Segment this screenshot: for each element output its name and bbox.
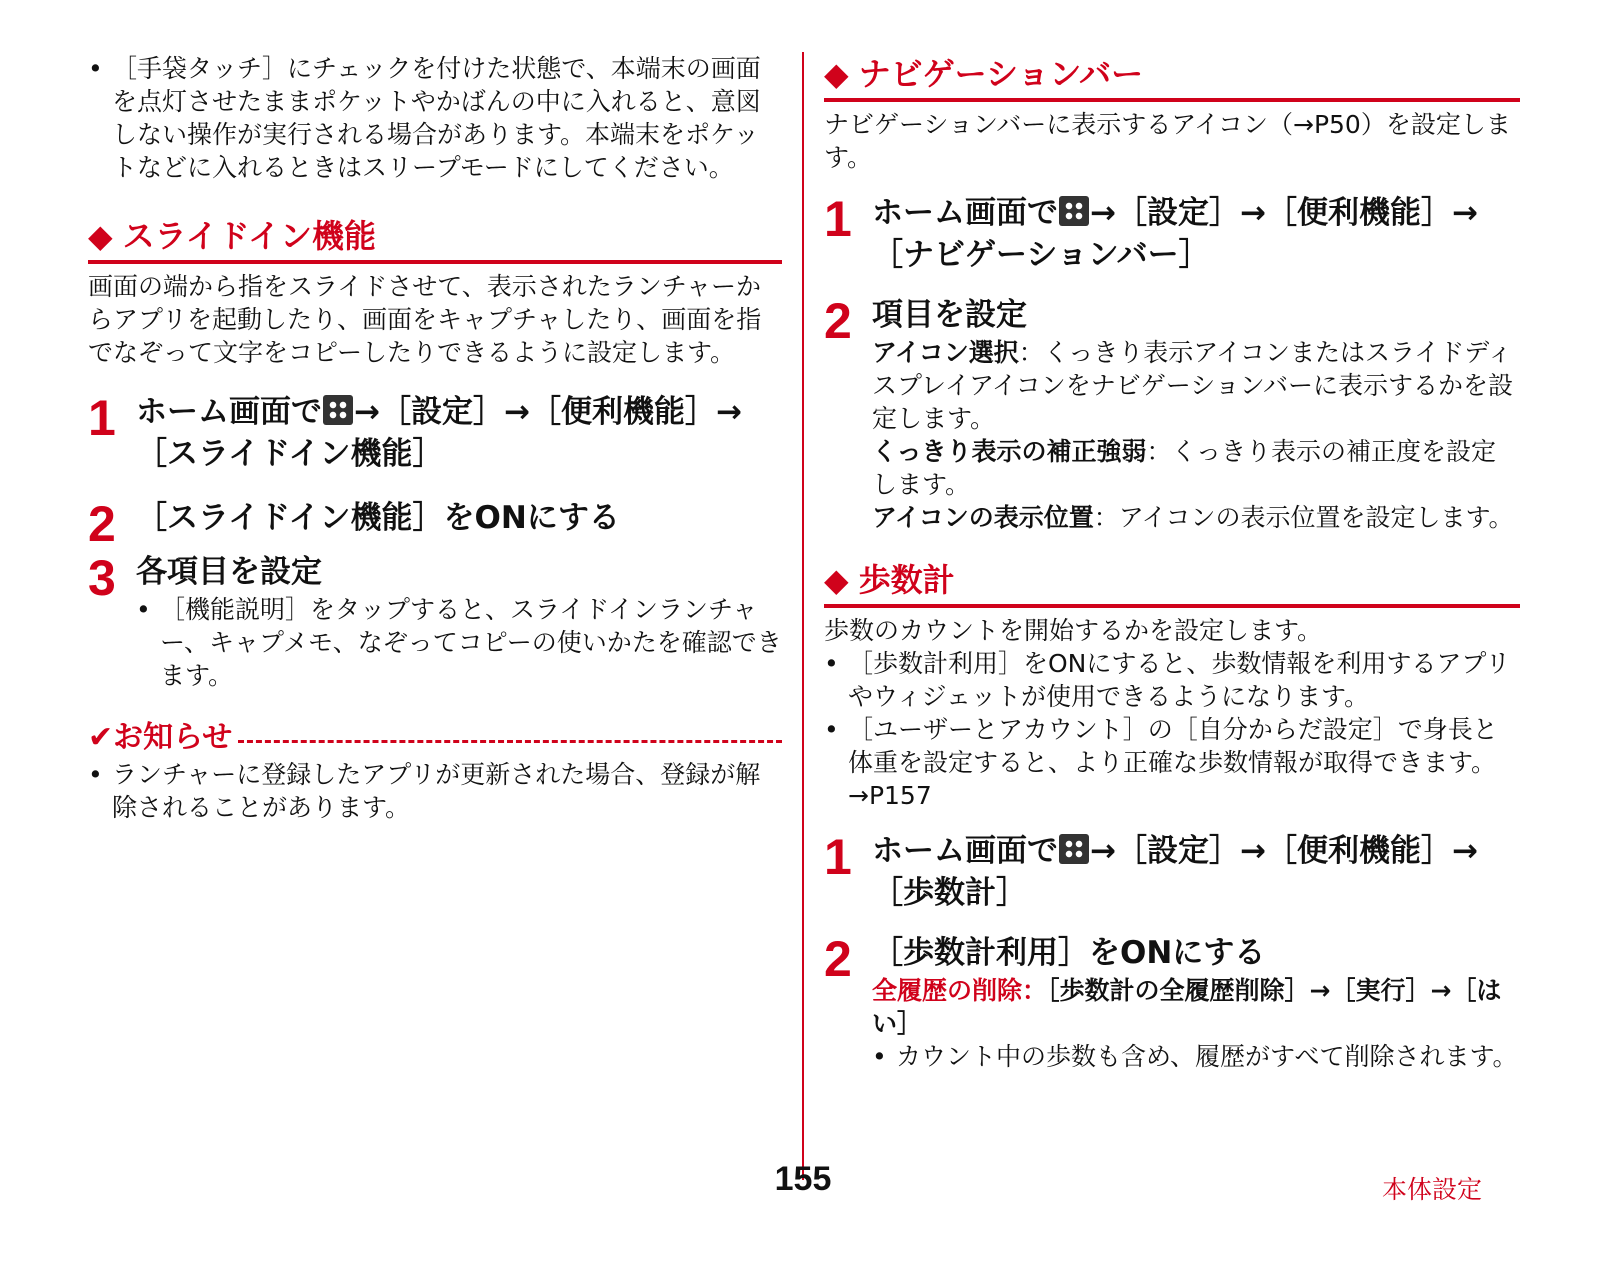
diamond-icon: ◆ bbox=[824, 561, 849, 599]
notice-bullet: • ランチャーに登録したアプリが更新された場合、登録が解除されることがあります。 bbox=[88, 760, 761, 822]
section-title-pedometer: ◆ 歩数計 bbox=[824, 558, 1520, 608]
step-2-navigation-bar: 2 項目を設定 アイコン選択：くっきり表示アイコンまたはスライドディスプレイアイコンをナビゲーションバーに表示するかを設定します。 くっきり表示の補正強弱：くっきり表示の補正度を設定します。 アイコンの表示位置：アイコンの表示位置を設定します。 bbox=[824, 294, 1520, 534]
bullet-icon: • bbox=[88, 54, 103, 83]
column-divider bbox=[802, 52, 804, 1180]
step-number: 3 bbox=[88, 550, 116, 606]
bullet-icon: • bbox=[824, 649, 839, 678]
section-title-slide-in: ◆ スライドイン機能 bbox=[88, 214, 782, 264]
apps-grid-icon bbox=[1059, 834, 1089, 864]
item-delete-history: 全履歴の削除：［歩数計の全履歴削除］→［実行］→［はい］ bbox=[872, 976, 1502, 1038]
step-number: 1 bbox=[824, 191, 852, 247]
step-2-slide-in: 2 ［スライドイン機能］をONにする bbox=[88, 496, 620, 552]
section-desc-navigation-bar: ナビゲーションバーに表示するアイコン（→P50）を設定します。 bbox=[824, 110, 1511, 172]
page-number: 155 bbox=[774, 1160, 832, 1198]
step-number: 2 bbox=[88, 496, 116, 552]
step-1-slide-in: 1 ホーム画面で →［設定］→［便利機能］→［スライドイン機能］ bbox=[88, 390, 742, 472]
diamond-icon: ◆ bbox=[88, 217, 113, 255]
dashed-rule bbox=[238, 740, 782, 743]
pedometer-bullet-1: • ［歩数計利用］をONにすると、歩数情報を利用するアプリやウィジェットが使用できるようになります。 bbox=[824, 649, 1511, 711]
step-2-pedometer-bullet: • カウント中の歩数も含め、履歴がすべて削除されます。 bbox=[872, 1042, 1518, 1071]
bullet-icon: • bbox=[88, 760, 103, 789]
diamond-icon: ◆ bbox=[824, 55, 849, 93]
step-number: 2 bbox=[824, 293, 852, 349]
left-column bbox=[88, 52, 782, 824]
apps-grid-icon bbox=[323, 395, 353, 425]
step-3-bullet: • ［機能説明］をタップすると、スライドインランチャー、キャプメモ、なぞってコピーの使いかたを確認できます。 bbox=[136, 595, 782, 690]
section-title-navigation-bar: ◆ ナビゲーションバー bbox=[824, 52, 1520, 102]
item-icon-position: アイコンの表示位置：アイコンの表示位置を設定します。 bbox=[872, 503, 1514, 532]
step-2-pedometer: 2 ［歩数計利用］をONにする 全履歴の削除：［歩数計の全履歴削除］→［実行］→［はい］ • カウント中の歩数も含め、履歴がすべて削除されます。 bbox=[824, 932, 1520, 1073]
bullet-icon: • bbox=[136, 595, 151, 624]
item-sharp-display-strength: くっきり表示の補正強弱：くっきり表示の補正度を設定します。 bbox=[872, 437, 1497, 499]
section-desc-pedometer: 歩数のカウントを開始するかを設定します。 bbox=[824, 616, 1323, 645]
step-1-pedometer: 1 ホーム画面で →［設定］→［便利機能］→［歩数計］ bbox=[824, 829, 1478, 911]
section-desc-slide-in: 画面の端から指をスライドさせて、表示されたランチャーからアプリを起動したり、画面をキャプチャしたり、画面を指でなぞって文字をコピーしたりできるように設定します。 bbox=[88, 272, 762, 367]
item-icon-select: アイコン選択：くっきり表示アイコンまたはスライドディスプレイアイコンをナビゲーションバーに表示するかを設定します。 bbox=[872, 338, 1514, 433]
step-number: 1 bbox=[824, 829, 852, 885]
step-1-navigation-bar: 1 ホーム画面で →［設定］→［便利機能］→［ナビゲーションバー］ bbox=[824, 191, 1478, 273]
notice-header: ✔お知らせ bbox=[88, 718, 782, 758]
chapter-title: 本体設定 bbox=[1381, 1175, 1482, 1204]
step-number: 2 bbox=[824, 931, 852, 987]
bullet-icon: • bbox=[872, 1042, 887, 1071]
step-number: 1 bbox=[88, 390, 116, 446]
apps-grid-icon bbox=[1059, 196, 1089, 226]
right-column bbox=[824, 52, 1520, 1073]
step-3-slide-in: 3 各項目を設定 • ［機能説明］をタップすると、スライドインランチャー、キャプメモ、なぞってコピーの使いかたを確認できます。 bbox=[88, 550, 782, 690]
bullet-glove-touch: • ［手袋タッチ］にチェックを付けた状態で、本端末の画面を点灯させたままポケットやかばんの中に入れると、意図しない操作が実行される場合があります。本端末をポケットなどに入れるときはスリープモードにしてください。 bbox=[88, 54, 761, 182]
bullet-icon: • bbox=[824, 715, 839, 744]
pedometer-bullet-2: • ［ユーザーとアカウント］の［自分からだ設定］で身長と体重を設定すると、より正確な歩数情報が取得できます。→P157 bbox=[824, 715, 1498, 810]
